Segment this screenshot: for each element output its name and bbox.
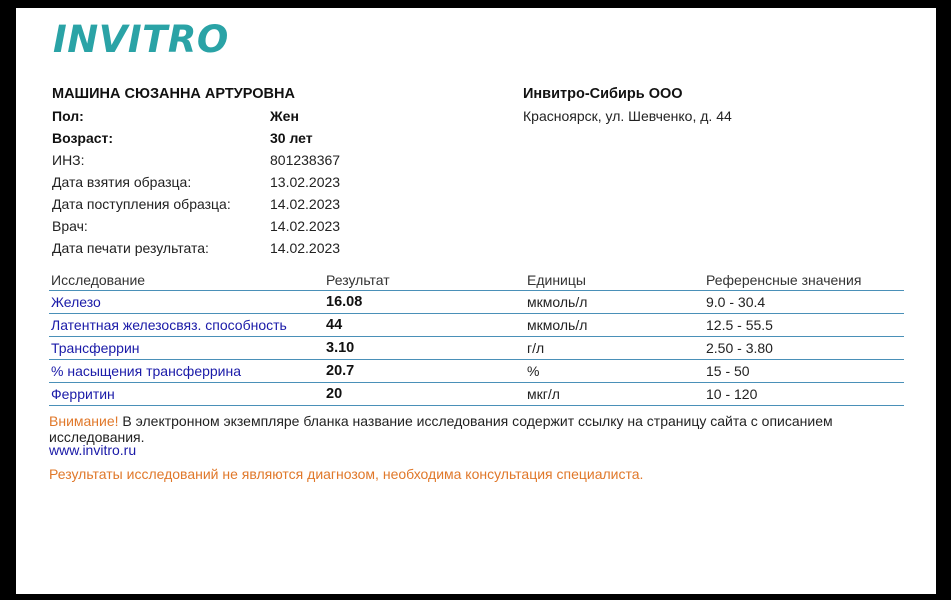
result-value: 16.08 <box>326 294 363 310</box>
units-value: мкг/л <box>527 386 560 402</box>
table-row <box>49 383 904 406</box>
invitro-logo: INVITRO <box>53 18 229 61</box>
info-value: 801238367 <box>270 152 341 168</box>
info-label: Дата поступления образца: <box>52 196 231 212</box>
results-header-row <box>49 270 904 291</box>
table-row <box>49 337 904 360</box>
info-value: 14.02.2023 <box>270 240 341 256</box>
test-name-link[interactable]: Железо <box>51 294 101 310</box>
info-value: 30 лет <box>270 130 313 146</box>
header-test: Исследование <box>51 272 146 288</box>
result-value: 20 <box>326 386 343 402</box>
lab-name: Инвитро-Сибирь ООО <box>523 86 683 102</box>
units-value: г/л <box>527 340 545 356</box>
notice-text <box>49 413 909 445</box>
lab-address: Красноярск, ул. Шевченко, д. 44 <box>523 108 732 124</box>
lab-report-page <box>16 8 936 594</box>
reference-value: 2.50 - 3.80 <box>706 340 773 356</box>
reference-value: 9.0 - 30.4 <box>706 294 766 310</box>
test-name-link[interactable]: Латентная железосвяз. способность <box>51 317 287 333</box>
result-value: 20.7 <box>326 363 355 379</box>
disclaimer: Результаты исследований не являются диагнозом, необходима консультация специалиста. <box>49 466 644 482</box>
header-result: Результат <box>326 272 390 288</box>
result-value: 44 <box>326 317 343 333</box>
notice-body: В электронном экземпляре бланка название исследования содержит ссылку на страницу сайта с описанием исследования. <box>49 413 833 445</box>
header-reference: Референсные значения <box>706 272 862 288</box>
info-label: ИНЗ: <box>52 152 85 168</box>
info-label: Врач: <box>52 218 88 234</box>
reference-value: 10 - 120 <box>706 386 758 402</box>
test-name-link[interactable]: Ферритин <box>51 386 115 402</box>
table-row <box>49 291 904 314</box>
info-value: 13.02.2023 <box>270 174 341 190</box>
result-value: 3.10 <box>326 340 355 356</box>
table-row <box>49 360 904 383</box>
reference-value: 12.5 - 55.5 <box>706 317 773 333</box>
info-label: Дата взятия образца: <box>52 174 192 190</box>
reference-value: 15 - 50 <box>706 363 750 379</box>
warning-label: Внимание! <box>49 413 119 429</box>
info-label: Возраст: <box>52 130 114 146</box>
patient-name: МАШИНА СЮЗАННА АРТУРОВНА <box>52 86 295 102</box>
info-value: Жен <box>270 108 299 124</box>
test-name-link[interactable]: Трансферрин <box>51 340 140 356</box>
results-table <box>49 270 904 406</box>
info-label: Дата печати результата: <box>52 240 209 256</box>
info-value: 14.02.2023 <box>270 218 341 234</box>
site-link[interactable]: www.invitro.ru <box>49 442 137 458</box>
info-label: Пол: <box>52 108 84 124</box>
info-value: 14.02.2023 <box>270 196 341 212</box>
header-units: Единицы <box>527 272 586 288</box>
units-value: % <box>527 363 540 379</box>
units-value: мкмоль/л <box>527 317 588 333</box>
table-row <box>49 314 904 337</box>
units-value: мкмоль/л <box>527 294 588 310</box>
test-name-link[interactable]: % насыщения трансферрина <box>51 363 242 379</box>
